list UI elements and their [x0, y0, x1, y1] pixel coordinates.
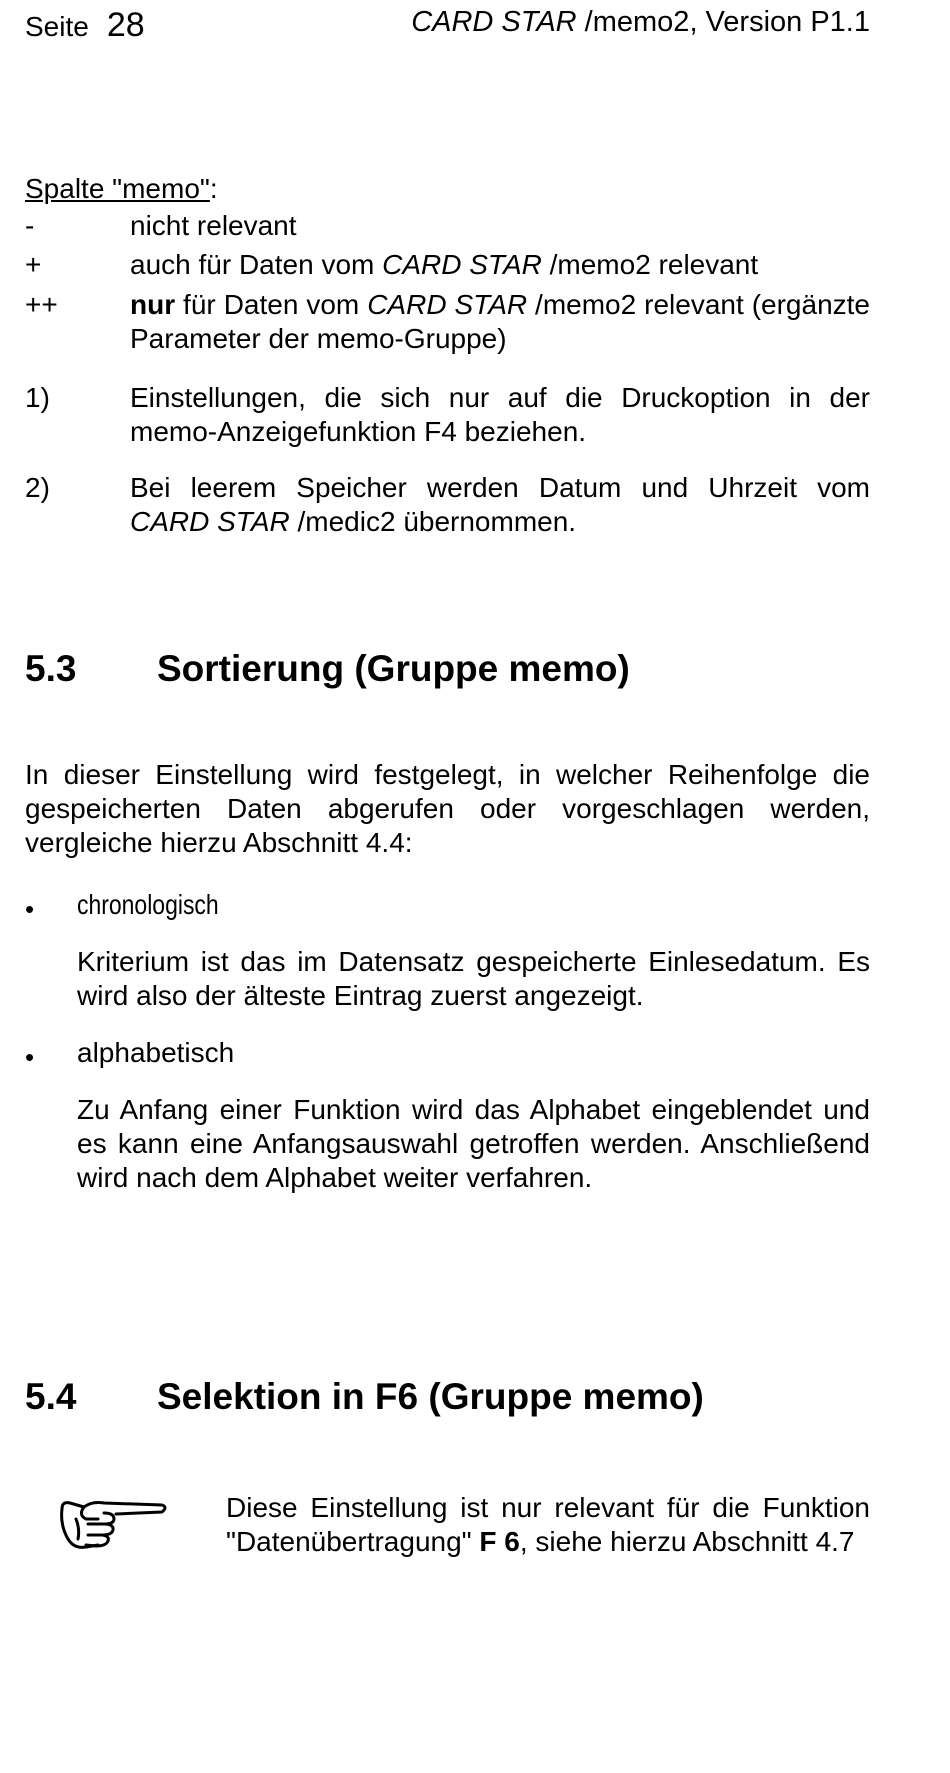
section-number: 5.3	[25, 648, 77, 689]
pointing-hand-icon	[58, 1495, 170, 1553]
page-header-left	[25, 6, 145, 45]
footnote-symbol: 1)	[25, 382, 50, 413]
legend-text: nur für Daten vom CARD STAR /memo2 relevant (ergänzte Parameter der memo-Gruppe)	[130, 289, 870, 354]
legend-symbol: ++	[25, 289, 58, 320]
section-title: Sortierung (Gruppe memo)	[157, 648, 630, 689]
section-title: Selektion in F6 (Gruppe memo)	[157, 1376, 704, 1417]
section-number: 5.4	[25, 1376, 77, 1417]
product-name: CARD STAR	[411, 6, 577, 38]
product-version: /memo2, Version P1.1	[576, 6, 870, 38]
page-label: Seite	[25, 11, 89, 42]
page-number: 28	[106, 6, 145, 44]
page-header-right	[411, 6, 870, 39]
bullet: •	[25, 1042, 35, 1072]
note-text: Diese Einstellung ist nur relevant für die Funktion "Datenübertragung" F 6, siehe hierzu Abschnitt 4.7	[226, 1492, 870, 1557]
option-description: Zu Anfang einer Funktion wird das Alphabet eingeblendet und es kann eine Anfangsauswahl getroffen werden. Anschließend wird nach dem Alphabet weiter verfahren.	[77, 1094, 870, 1193]
footnote-text: Einstellungen, die sich nur auf die Druckoption in der memo-Anzeigefunktion F4 beziehen.	[130, 382, 870, 447]
legend-title: Spalte "memo":	[25, 173, 218, 204]
option-label: alphabetisch	[77, 1037, 235, 1068]
section-intro: In dieser Einstellung wird festgelegt, in welcher Reihenfolge die gespeicherten Daten abgerufen oder vorgeschlagen werden, vergleiche hierzu Abschnitt 4.4:	[25, 759, 870, 858]
legend-symbol: -	[25, 210, 35, 241]
option-description: Kriterium ist das im Datensatz gespeicherte Einlesedatum. Es wird also der älteste Eintrag zuerst angezeigt.	[77, 946, 870, 1011]
footnote-symbol: 2)	[25, 472, 50, 503]
option-label: chronologisch	[77, 889, 219, 920]
footnote-text: Bei leerem Speicher werden Datum und Uhrzeit vom CARD STAR /medic2 übernommen.	[130, 472, 870, 537]
bullet: •	[25, 894, 35, 924]
legend-text: auch für Daten vom CARD STAR /memo2 relevant	[130, 249, 759, 280]
legend-symbol: +	[25, 249, 42, 280]
legend-text: nicht relevant	[130, 210, 297, 241]
